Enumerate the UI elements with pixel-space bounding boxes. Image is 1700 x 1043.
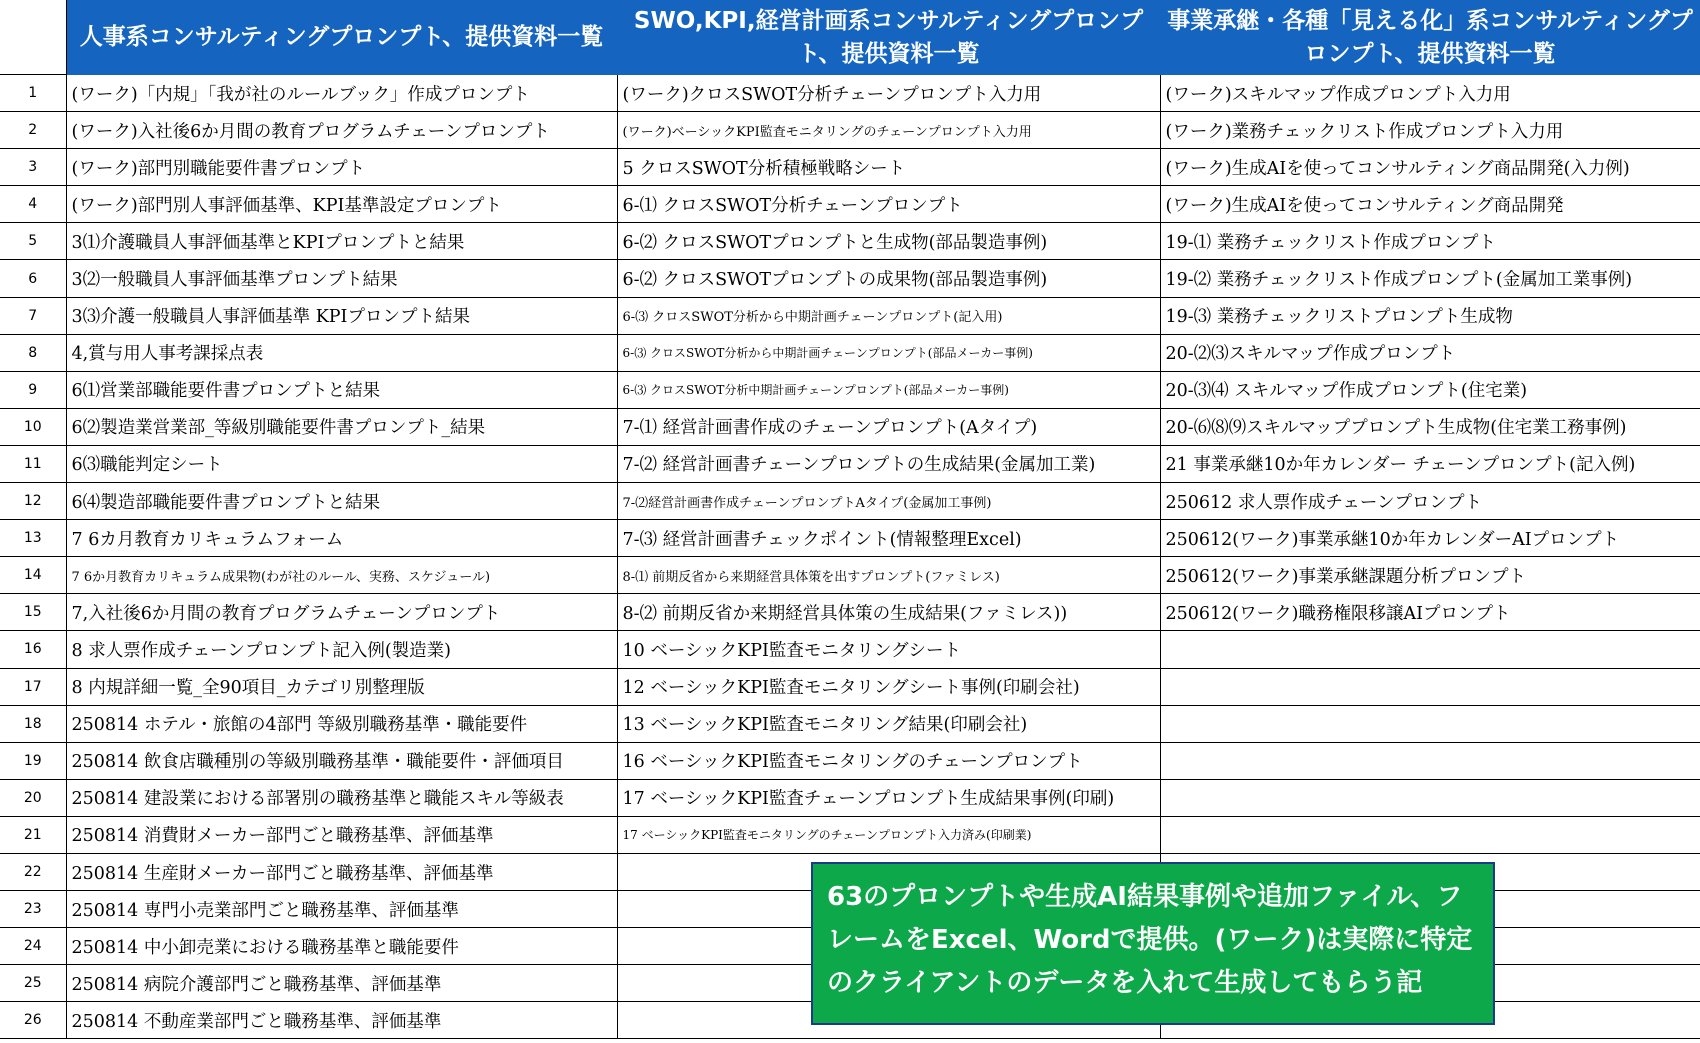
row-number-cell: 24: [0, 928, 66, 965]
hr-cell: 3⑴介護職員人事評価基準とKPIプロンプトと結果: [66, 223, 617, 260]
hr-cell: 7,入社後6か月間の教育プログラムチェーンプロンプト: [66, 594, 617, 631]
table-row: [0, 816, 1700, 853]
succession-cell: [1160, 742, 1700, 779]
hr-cell: 3⑵一般職員人事評価基準プロンプト結果: [66, 260, 617, 297]
table-row: [0, 594, 1700, 631]
succession-cell: [1160, 779, 1700, 816]
swot-kpi-cell: 10 ベーシックKPI監査モニタリングシート: [617, 631, 1160, 668]
succession-cell: [1160, 631, 1700, 668]
swot-kpi-cell: 7-⑶ 経営計画書チェックポイント(情報整理Excel): [617, 520, 1160, 557]
header-row: [0, 1, 1700, 75]
table-row: [0, 445, 1700, 482]
succession-cell: 20-⑵⑶スキルマップ作成プロンプト: [1160, 334, 1700, 371]
table-row: [0, 149, 1700, 186]
hr-cell: 250814 消費財メーカー部門ごと職務基準、評価基準: [66, 816, 617, 853]
table-row: [0, 631, 1700, 668]
swot-kpi-cell: (ワーク)クロスSWOT分析チェーンプロンプト入力用: [617, 75, 1160, 112]
swot-kpi-cell: 7-⑵ 経営計画書チェーンプロンプトの生成結果(金属加工業): [617, 445, 1160, 482]
row-number-cell: 14: [0, 557, 66, 594]
swot-kpi-cell: 7-⑴ 経営計画書作成のチェーンプロンプト(Aタイプ): [617, 408, 1160, 445]
green-callout-note: 63のプロンプトや生成AI結果事例や追加ファイル、フレームをExcel、Wordで提供。(ワーク)は実際に特定のクライアントのデータを入れて生成してもらう記: [811, 862, 1495, 1025]
row-number-cell: 10: [0, 408, 66, 445]
row-number-cell: 13: [0, 520, 66, 557]
swot-kpi-cell: 5 クロスSWOT分析積極戦略シート: [617, 149, 1160, 186]
row-number-cell: 16: [0, 631, 66, 668]
succession-cell: 19-⑵ 業務チェックリスト作成プロンプト(金属加工業事例): [1160, 260, 1700, 297]
succession-cell: 250612(ワーク)事業承継課題分析プロンプト: [1160, 557, 1700, 594]
succession-cell: 19-⑴ 業務チェックリスト作成プロンプト: [1160, 223, 1700, 260]
table-row: [0, 483, 1700, 520]
succession-cell: 250612(ワーク)職務権限移譲AIプロンプト: [1160, 594, 1700, 631]
column-header-hr: 人事系コンサルティングプロンプト、提供資料一覧: [66, 1, 617, 75]
row-number-cell: 5: [0, 223, 66, 260]
hr-cell: 250814 中小卸売業における職務基準と職能要件: [66, 928, 617, 965]
hr-cell: 8 内規詳細一覧_全90項目_カテゴリ別整理版: [66, 668, 617, 705]
swot-kpi-cell: 6-⑴ クロスSWOT分析チェーンプロンプト: [617, 186, 1160, 223]
swot-kpi-cell: (ワーク)ベーシックKPI監査モニタリングのチェーンプロンプト入力用: [617, 112, 1160, 149]
hr-cell: 6⑴営業部職能要件書プロンプトと結果: [66, 371, 617, 408]
succession-cell: 19-⑶ 業務チェックリストプロンプト生成物: [1160, 297, 1700, 334]
table-row: [0, 779, 1700, 816]
swot-kpi-cell: 12 ベーシックKPI監査モニタリングシート事例(印刷会社): [617, 668, 1160, 705]
swot-kpi-cell: 13 ベーシックKPI監査モニタリング結果(印刷会社): [617, 705, 1160, 742]
hr-cell: 250814 病院介護部門ごと職務基準、評価基準: [66, 965, 617, 1002]
row-number-cell: 22: [0, 853, 66, 890]
hr-cell: 4,賞与用人事考課採点表: [66, 334, 617, 371]
column-header-succession: 事業承継・各種「見える化」系コンサルティングプロンプト、提供資料一覧: [1160, 1, 1700, 75]
swot-kpi-cell: 17 ベーシックKPI監査チェーンプロンプト生成結果事例(印刷): [617, 779, 1160, 816]
column-header-swot-kpi: SWO,KPI,経営計画系コンサルティングプロンプト、提供資料一覧: [617, 1, 1160, 75]
hr-cell: 250814 ホテル・旅館の4部門 等級別職務基準・職能要件: [66, 705, 617, 742]
hr-cell: 7 6カ月教育カリキュラムフォーム: [66, 520, 617, 557]
hr-cell: 250814 生産財メーカー部門ごと職務基準、評価基準: [66, 853, 617, 890]
hr-cell: 250814 不動産業部門ごと職務基準、評価基準: [66, 1002, 617, 1039]
swot-kpi-cell: 6-⑶ クロスSWOT分析から中期計画チェーンプロンプト(記入用): [617, 297, 1160, 334]
hr-cell: 6⑵製造業営業部_等級別職能要件書プロンプト_結果: [66, 408, 617, 445]
table-row: [0, 75, 1700, 112]
row-number-cell: 11: [0, 445, 66, 482]
hr-cell: 6⑶職能判定シート: [66, 445, 617, 482]
hr-cell: (ワーク)入社後6か月間の教育プログラムチェーンプロンプト: [66, 112, 617, 149]
row-number-cell: 17: [0, 668, 66, 705]
hr-cell: 250814 建設業における部署別の職務基準と職能スキル等級表: [66, 779, 617, 816]
row-number-cell: 21: [0, 816, 66, 853]
row-number-cell: 1: [0, 75, 66, 112]
table-row: [0, 668, 1700, 705]
swot-kpi-cell: 17 ベーシックKPI監査モニタリングのチェーンプロンプト入力済み(印刷業): [617, 816, 1160, 853]
row-number-cell: 3: [0, 149, 66, 186]
hr-cell: (ワーク)部門別人事評価基準、KPI基準設定プロンプト: [66, 186, 617, 223]
succession-cell: [1160, 705, 1700, 742]
table-row: [0, 297, 1700, 334]
row-number-cell: 4: [0, 186, 66, 223]
hr-cell: 250814 専門小売業部門ごと職務基準、評価基準: [66, 891, 617, 928]
swot-kpi-cell: 6-⑶ クロスSWOT分析中期計画チェーンプロンプト(部品メーカー事例): [617, 371, 1160, 408]
succession-cell: 20-⑹⑻⑼スキルマッププロンプト生成物(住宅業工務事例): [1160, 408, 1700, 445]
succession-cell: 250612 求人票作成チェーンプロンプト: [1160, 483, 1700, 520]
swot-kpi-cell: 6-⑵ クロスSWOTプロンプトの成果物(部品製造事例): [617, 260, 1160, 297]
hr-cell: (ワーク)「内規」「我が社のルールブック」作成プロンプト: [66, 75, 617, 112]
table-row: [0, 223, 1700, 260]
row-number-cell: 20: [0, 779, 66, 816]
hr-cell: 250814 飲食店職種別の等級別職務基準・職能要件・評価項目: [66, 742, 617, 779]
swot-kpi-cell: 8-⑵ 前期反省か来期経営具体策の生成結果(ファミレス)): [617, 594, 1160, 631]
succession-cell: [1160, 816, 1700, 853]
swot-kpi-cell: 7-⑵経営計画書作成チェーンプロンプトAタイプ(金属加工事例): [617, 483, 1160, 520]
swot-kpi-cell: 8-⑴ 前期反省から来期経営具体策を出すプロンプト(ファミレス): [617, 557, 1160, 594]
swot-kpi-cell: 6-⑶ クロスSWOT分析から中期計画チェーンプロンプト(部品メーカー事例): [617, 334, 1160, 371]
row-number-cell: 15: [0, 594, 66, 631]
corner-cell: [0, 1, 66, 75]
row-number-cell: 7: [0, 297, 66, 334]
succession-cell: [1160, 668, 1700, 705]
row-number-cell: 19: [0, 742, 66, 779]
succession-cell: (ワーク)生成AIを使ってコンサルティング商品開発(入力例): [1160, 149, 1700, 186]
hr-cell: 7 6か月教育カリキュラム成果物(わが社のルール、実務、スケジュール): [66, 557, 617, 594]
row-number-cell: 25: [0, 965, 66, 1002]
row-number-cell: 9: [0, 371, 66, 408]
table-row: [0, 371, 1700, 408]
succession-cell: 20-⑶⑷ スキルマップ作成プロンプト(住宅業): [1160, 371, 1700, 408]
swot-kpi-cell: 16 ベーシックKPI監査モニタリングのチェーンプロンプト: [617, 742, 1160, 779]
table-row: [0, 260, 1700, 297]
row-number-cell: 2: [0, 112, 66, 149]
succession-cell: 21 事業承継10か年カレンダー チェーンプロンプト(記入例): [1160, 445, 1700, 482]
table-row: [0, 742, 1700, 779]
row-number-cell: 6: [0, 260, 66, 297]
table-row: [0, 520, 1700, 557]
hr-cell: (ワーク)部門別職能要件書プロンプト: [66, 149, 617, 186]
table-row: [0, 112, 1700, 149]
row-number-cell: 23: [0, 891, 66, 928]
succession-cell: (ワーク)生成AIを使ってコンサルティング商品開発: [1160, 186, 1700, 223]
hr-cell: 3⑶介護一般職員人事評価基準 KPIプロンプト結果: [66, 297, 617, 334]
table-row: [0, 186, 1700, 223]
row-number-cell: 18: [0, 705, 66, 742]
row-number-cell: 26: [0, 1002, 66, 1039]
table-row: [0, 705, 1700, 742]
table-row: [0, 557, 1700, 594]
hr-cell: 6⑷製造部職能要件書プロンプトと結果: [66, 483, 617, 520]
table-row: [0, 408, 1700, 445]
succession-cell: (ワーク)業務チェックリスト作成プロンプト入力用: [1160, 112, 1700, 149]
row-number-cell: 12: [0, 483, 66, 520]
hr-cell: 8 求人票作成チェーンプロンプト記入例(製造業): [66, 631, 617, 668]
succession-cell: 250612(ワーク)事業承継10か年カレンダーAIプロンプト: [1160, 520, 1700, 557]
swot-kpi-cell: 6-⑵ クロスSWOTプロンプトと生成物(部品製造事例): [617, 223, 1160, 260]
row-number-cell: 8: [0, 334, 66, 371]
succession-cell: (ワーク)スキルマップ作成プロンプト入力用: [1160, 75, 1700, 112]
table-row: [0, 334, 1700, 371]
